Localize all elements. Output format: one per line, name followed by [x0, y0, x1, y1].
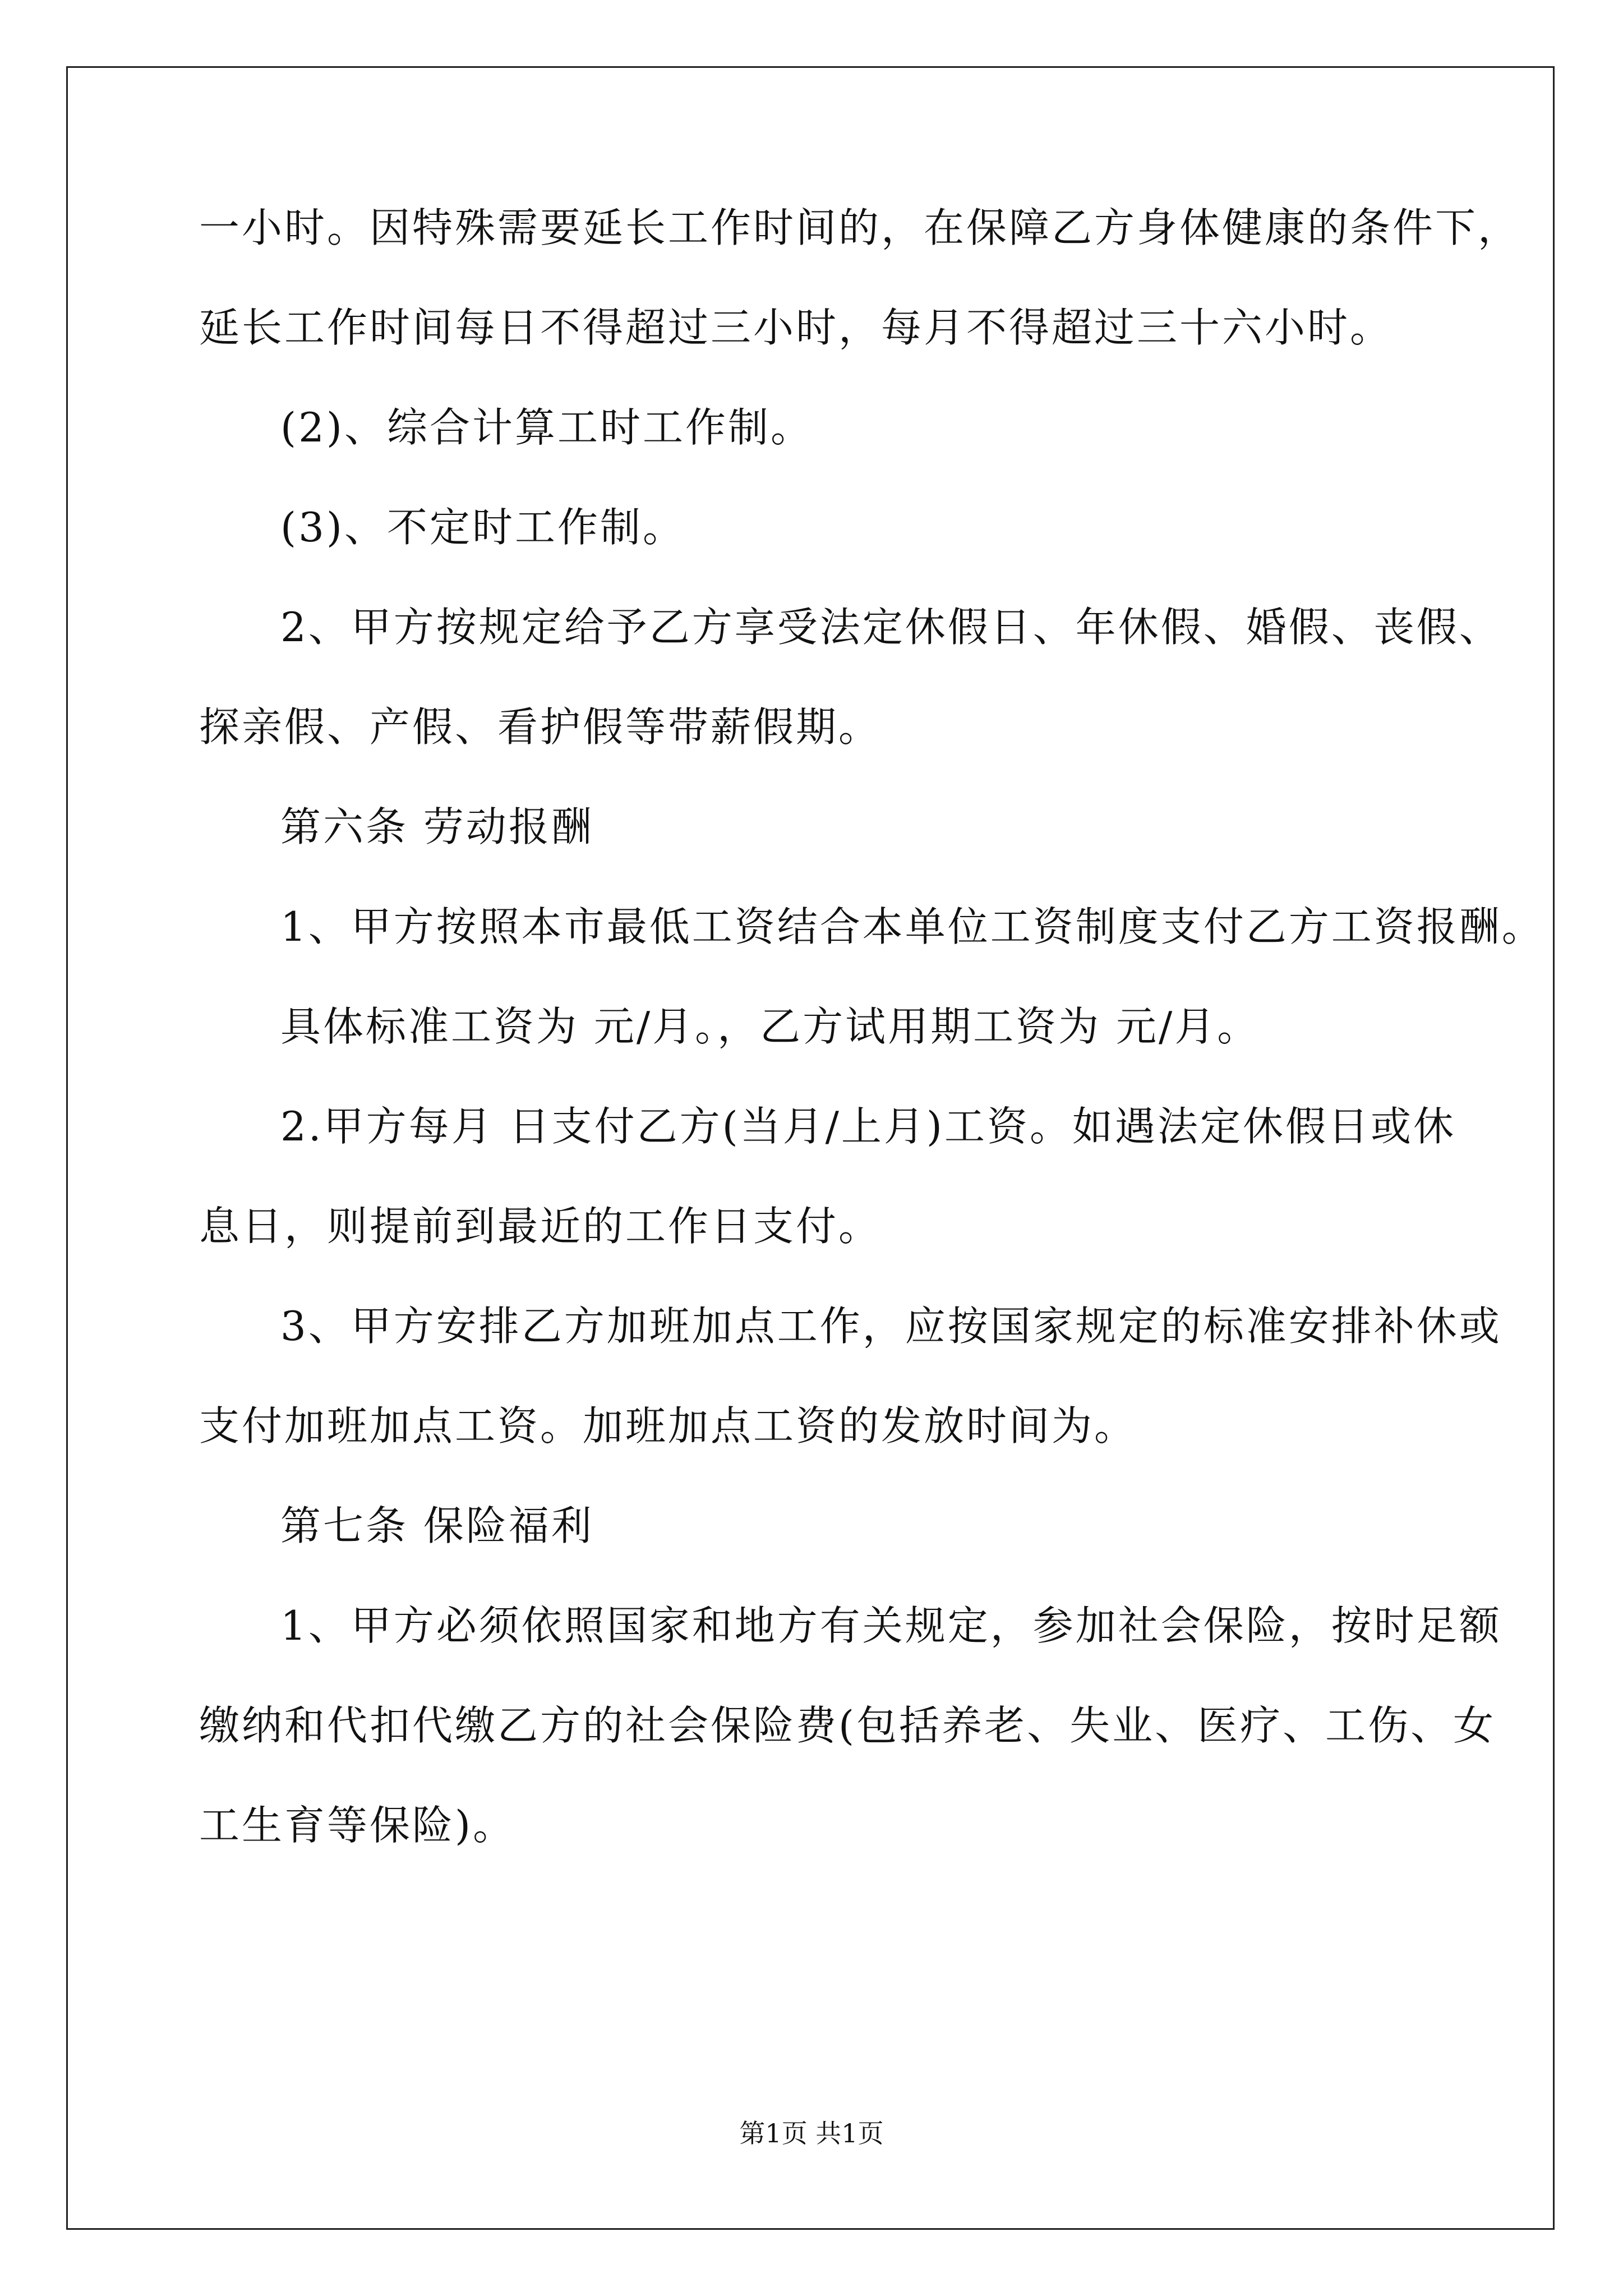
text-line-15: 1、甲方必须依照国家和地方有关规定，参加社会保险，按时足额	[280, 1602, 1502, 1649]
text-line-3: (2)、综合计算工时工作制。	[280, 404, 813, 451]
text-line-10: 2.甲方每月 日支付乙方(当月/上月)工资。如遇法定休假日或休	[280, 1103, 1456, 1150]
section-heading-article-6: 第六条 劳动报酬	[280, 803, 594, 850]
text-line-5: 2、甲方按规定给予乙方享受法定休假日、年休假、婚假、丧假、	[280, 604, 1502, 651]
page-number-footer: 第1页 共1页	[739, 2118, 884, 2148]
text-line-2: 延长工作时间每日不得超过三小时，每月不得超过三十六小时。	[199, 304, 1393, 351]
text-line-4: (3)、不定时工作制。	[280, 504, 685, 551]
text-line-12: 3、甲方安排乙方加班加点工作，应按国家规定的标准安排补休或	[280, 1303, 1502, 1350]
text-line-9: 具体标准工资为 元/月。，乙方试用期工资为 元/月。	[280, 1003, 1260, 1050]
text-line-13: 支付加班加点工资。加班加点工资的发放时间为。	[199, 1402, 1137, 1450]
text-line-1: 一小时。因特殊需要延长工作时间的，在保障乙方身体健康的条件下，	[199, 204, 1521, 251]
text-line-11: 息日，则提前到最近的工作日支付。	[199, 1203, 882, 1250]
text-line-6: 探亲假、产假、看护假等带薪假期。	[199, 703, 882, 751]
text-line-8: 1、甲方按照本市最低工资结合本单位工资制度支付乙方工资报酬。	[280, 903, 1544, 950]
text-line-17: 工生育等保险)。	[199, 1802, 516, 1849]
section-heading-article-7: 第七条 保险福利	[280, 1502, 594, 1549]
text-line-16: 缴纳和代扣代缴乙方的社会保险费(包括养老、失业、医疗、工伤、女	[199, 1702, 1496, 1749]
